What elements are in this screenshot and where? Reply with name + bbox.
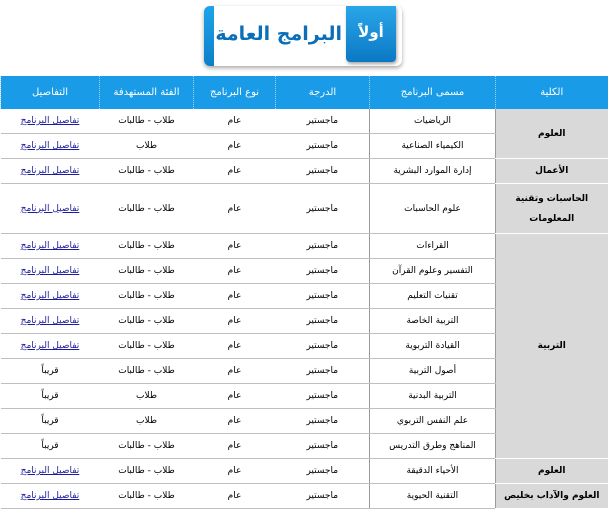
table-row	[1, 159, 608, 184]
program-details-link[interactable]: تفاصيل البرنامج	[20, 166, 80, 176]
audience-cell: طلاب - طالبات	[100, 234, 194, 259]
programs-table	[0, 76, 608, 509]
details-cell	[1, 484, 100, 509]
college-cell: الأعمال	[496, 159, 608, 184]
audience-cell: طلاب - طالبات	[100, 309, 194, 334]
header-degree: الدرجة	[276, 76, 370, 109]
header-program: مسمى البرنامج	[370, 76, 496, 109]
table-row	[1, 459, 608, 484]
audience-cell: طلاب - طالبات	[100, 359, 194, 384]
program-type-cell: عام	[194, 484, 276, 509]
details-cell	[1, 359, 100, 384]
program-name-cell: الرياضيات	[370, 109, 496, 134]
program-type-cell: عام	[194, 434, 276, 459]
audience-cell: طلاب - طالبات	[100, 109, 194, 134]
program-type-cell: عام	[194, 134, 276, 159]
banner-badge: أولاً	[346, 6, 396, 62]
program-type-cell: عام	[194, 409, 276, 434]
degree-cell: ماجستير	[276, 184, 370, 234]
college-cell: الحاسبات وتقنية المعلومات	[496, 184, 608, 234]
program-name-cell: التربية البدنية	[370, 384, 496, 409]
program-name-cell: التفسير وعلوم القرآن	[370, 259, 496, 284]
program-type-cell: عام	[194, 259, 276, 284]
table-header	[1, 76, 608, 109]
program-type-cell: عام	[194, 384, 276, 409]
audience-cell: طلاب - طالبات	[100, 184, 194, 234]
coming-soon-label: قريباً	[41, 366, 59, 376]
program-type-cell: عام	[194, 284, 276, 309]
program-type-cell: عام	[194, 109, 276, 134]
header-audience: الفئة المستهدفة	[100, 76, 194, 109]
table-body	[1, 109, 608, 509]
program-type-cell: عام	[194, 234, 276, 259]
program-details-link[interactable]: تفاصيل البرنامج	[20, 141, 80, 151]
details-cell	[1, 159, 100, 184]
program-name-cell: القراءات	[370, 234, 496, 259]
program-type-cell: عام	[194, 309, 276, 334]
coming-soon-label: قريباً	[41, 416, 59, 426]
degree-cell: ماجستير	[276, 484, 370, 509]
program-type-cell: عام	[194, 159, 276, 184]
details-cell	[1, 134, 100, 159]
details-cell	[1, 109, 100, 134]
audience-cell: طلاب - طالبات	[100, 159, 194, 184]
program-details-link[interactable]: تفاصيل البرنامج	[20, 466, 80, 476]
degree-cell: ماجستير	[276, 409, 370, 434]
details-cell	[1, 234, 100, 259]
audience-cell: طلاب - طالبات	[100, 259, 194, 284]
program-name-cell: القيادة التربوية	[370, 334, 496, 359]
details-cell	[1, 334, 100, 359]
college-cell: العلوم	[496, 109, 608, 159]
program-name-cell: المناهج وطرق التدريس	[370, 434, 496, 459]
program-name-cell: إدارة الموارد البشرية	[370, 159, 496, 184]
program-name-cell: علم النفس التربوي	[370, 409, 496, 434]
degree-cell: ماجستير	[276, 134, 370, 159]
coming-soon-label: قريباً	[41, 441, 59, 451]
program-name-cell: التربية الخاصة	[370, 309, 496, 334]
program-name-cell: أصول التربية	[370, 359, 496, 384]
header-type: نوع البرنامج	[194, 76, 276, 109]
details-cell	[1, 259, 100, 284]
audience-cell: طلاب - طالبات	[100, 434, 194, 459]
degree-cell: ماجستير	[276, 259, 370, 284]
college-cell: العلوم	[496, 459, 608, 484]
program-type-cell: عام	[194, 459, 276, 484]
program-name-cell: الأحياء الدقيقة	[370, 459, 496, 484]
degree-cell: ماجستير	[276, 234, 370, 259]
details-cell	[1, 434, 100, 459]
degree-cell: ماجستير	[276, 159, 370, 184]
degree-cell: ماجستير	[276, 459, 370, 484]
section-banner	[204, 6, 402, 66]
table-row	[1, 184, 608, 234]
program-name-cell: التقنية الحيوية	[370, 484, 496, 509]
degree-cell: ماجستير	[276, 334, 370, 359]
details-cell	[1, 384, 100, 409]
program-details-link[interactable]: تفاصيل البرنامج	[20, 291, 80, 301]
degree-cell: ماجستير	[276, 309, 370, 334]
degree-cell: ماجستير	[276, 359, 370, 384]
degree-cell: ماجستير	[276, 434, 370, 459]
coming-soon-label: قريباً	[41, 391, 59, 401]
table-row	[1, 234, 608, 259]
program-type-cell: عام	[194, 334, 276, 359]
program-details-link[interactable]: تفاصيل البرنامج	[20, 203, 80, 214]
header-college: الكلية	[496, 76, 608, 109]
details-cell	[1, 184, 100, 234]
audience-cell: طلاب	[100, 384, 194, 409]
program-name-cell: الكيمياء الصناعية	[370, 134, 496, 159]
audience-cell: طلاب - طالبات	[100, 284, 194, 309]
audience-cell: طلاب - طالبات	[100, 484, 194, 509]
college-cell: العلوم والآداب بخليص	[496, 484, 608, 509]
banner-accent	[204, 6, 214, 66]
program-details-link[interactable]: تفاصيل البرنامج	[20, 116, 80, 126]
program-details-link[interactable]: تفاصيل البرنامج	[20, 241, 80, 251]
audience-cell: طلاب - طالبات	[100, 459, 194, 484]
program-details-link[interactable]: تفاصيل البرنامج	[20, 316, 80, 326]
audience-cell: طلاب	[100, 409, 194, 434]
degree-cell: ماجستير	[276, 284, 370, 309]
audience-cell: طلاب	[100, 134, 194, 159]
degree-cell: ماجستير	[276, 109, 370, 134]
table-row	[1, 109, 608, 134]
header-details: التفاصيل	[1, 76, 100, 109]
program-type-cell: عام	[194, 359, 276, 384]
program-type-cell: عام	[194, 184, 276, 234]
college-cell: التربية	[496, 234, 608, 459]
details-cell	[1, 284, 100, 309]
program-name-cell: علوم الحاسبات	[370, 184, 496, 234]
details-cell	[1, 409, 100, 434]
details-cell	[1, 459, 100, 484]
audience-cell: طلاب - طالبات	[100, 334, 194, 359]
program-details-link[interactable]: تفاصيل البرنامج	[20, 266, 80, 276]
program-name-cell: تقنيات التعليم	[370, 284, 496, 309]
details-cell	[1, 309, 100, 334]
banner-title: البرامج العامة	[215, 23, 342, 45]
degree-cell: ماجستير	[276, 384, 370, 409]
program-details-link[interactable]: تفاصيل البرنامج	[20, 341, 80, 351]
table-row	[1, 484, 608, 509]
program-details-link[interactable]: تفاصيل البرنامج	[20, 491, 80, 501]
